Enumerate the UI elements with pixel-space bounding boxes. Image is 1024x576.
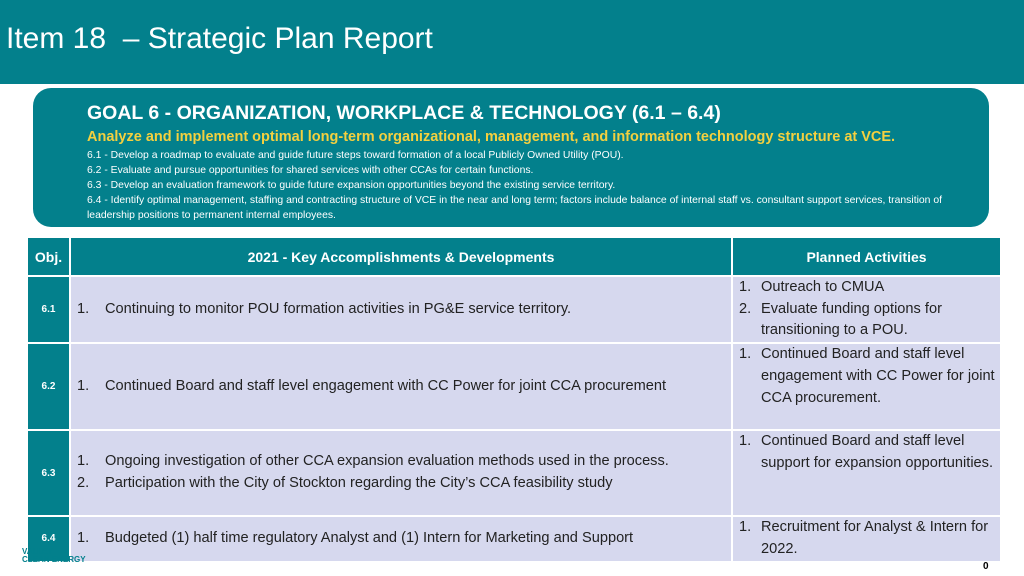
accomplishments-cell: [70, 276, 732, 343]
list-item: [733, 431, 1000, 474]
obj-header: Obj.: [27, 237, 70, 276]
table-row: [27, 430, 1001, 516]
table-header-row: [27, 237, 1001, 276]
list-number: 1.: [739, 346, 752, 363]
list-number: 1.: [77, 529, 90, 546]
list-item: [71, 528, 731, 550]
goal-subtitle: Analyze and implement optimal long-term organizational, management, and information technology structure at VCE.: [87, 129, 896, 145]
valley-clean-energy-logo: [22, 548, 86, 564]
table-row: [27, 343, 1001, 430]
goal-objective: 6.2 - Evaluate and pursue opportunities for shared services with other CCAs for certain functions.: [87, 165, 534, 176]
list-item: [733, 299, 1000, 342]
logo-text-bottom: CLEAN ENERGY: [22, 555, 86, 564]
list-number: 1.: [77, 453, 90, 470]
list-text: Continued Board and staff level engagement with CC Power for joint CCA procurement.: [761, 346, 995, 406]
list-number: 1.: [77, 300, 90, 317]
list-item: [71, 451, 731, 473]
list-text: Continuing to monitor POU formation activities in PG&E service territory.: [105, 300, 572, 317]
list-item: [733, 344, 1000, 409]
goal-objective: 6.1 - Develop a roadmap to evaluate and guide future steps toward formation of a local Publicly Owned Utility (POU).: [87, 150, 624, 161]
activities-cell: [732, 516, 1001, 561]
objective-number: 6.3: [27, 430, 70, 516]
logo-text-top: VALLEY: [22, 547, 53, 556]
objective-number: 6.2: [27, 343, 70, 430]
goal-objectives: [87, 148, 967, 223]
list-text: Continued Board and staff level support for expansion opportunities.: [761, 433, 994, 471]
goal-content: [87, 101, 967, 223]
strategic-plan-table: [26, 236, 1002, 563]
page-number: 0: [983, 561, 989, 572]
activities-cell: [732, 343, 1001, 430]
accomplishments-cell: [70, 430, 732, 516]
accomplishments-cell: [70, 343, 732, 430]
list-number: 1.: [739, 279, 752, 295]
list-text: Evaluate funding options for transitioning to a POU.: [761, 300, 942, 339]
list-text: Outreach to CMUA: [761, 279, 885, 295]
table-row: [27, 276, 1001, 343]
header-bar: [0, 0, 1024, 84]
goal-objective: 6.4 - Identify optimal management, staffing and contracting structure of VCE in the near and long term; factors include balance of internal staff vs. consultant support services, transition of leadership positions to permanent internal employees.: [87, 195, 942, 221]
list-item: [733, 277, 1000, 299]
list-item: [733, 517, 1000, 560]
goal-title: GOAL 6 - ORGANIZATION, WORKPLACE & TECHNOLOGY (6.1 – 6.4): [87, 102, 721, 124]
list-number: 1.: [77, 377, 90, 394]
list-item: [71, 473, 731, 495]
goal-box: [33, 88, 989, 227]
list-item: [71, 376, 731, 398]
list-text: Recruitment for Analyst & Intern for 2022.: [761, 519, 989, 557]
activities-cell: [732, 430, 1001, 516]
objective-number: 6.1: [27, 276, 70, 343]
goal-objective: 6.3 - Develop an evaluation framework to guide future expansion opportunities beyond the existing service territory.: [87, 180, 616, 191]
list-item: [71, 299, 731, 321]
list-number: 1.: [739, 433, 752, 450]
activities-header: Planned Activities: [732, 237, 1001, 276]
activities-cell: [732, 276, 1001, 343]
list-text: Budgeted (1) half time regulatory Analyst and (1) Intern for Marketing and Support: [105, 529, 634, 546]
table-row: [27, 516, 1001, 561]
objective-number: 6.4: [27, 516, 70, 561]
accomplishments-cell: [70, 516, 732, 561]
accomplishments-header: 2021 - Key Accomplishments & Developments: [70, 237, 732, 276]
list-number: 2.: [77, 475, 90, 492]
list-number: 2.: [739, 300, 752, 317]
list-text: Continued Board and staff level engagement with CC Power for joint CCA procurement: [105, 377, 667, 394]
list-text: Participation with the City of Stockton regarding the City’s CCA feasibility study: [105, 475, 613, 492]
list-number: 1.: [739, 519, 752, 536]
page-title: Item 18 – Strategic Plan Report: [6, 22, 433, 55]
list-text: Ongoing investigation of other CCA expansion evaluation methods used in the process.: [105, 453, 669, 470]
